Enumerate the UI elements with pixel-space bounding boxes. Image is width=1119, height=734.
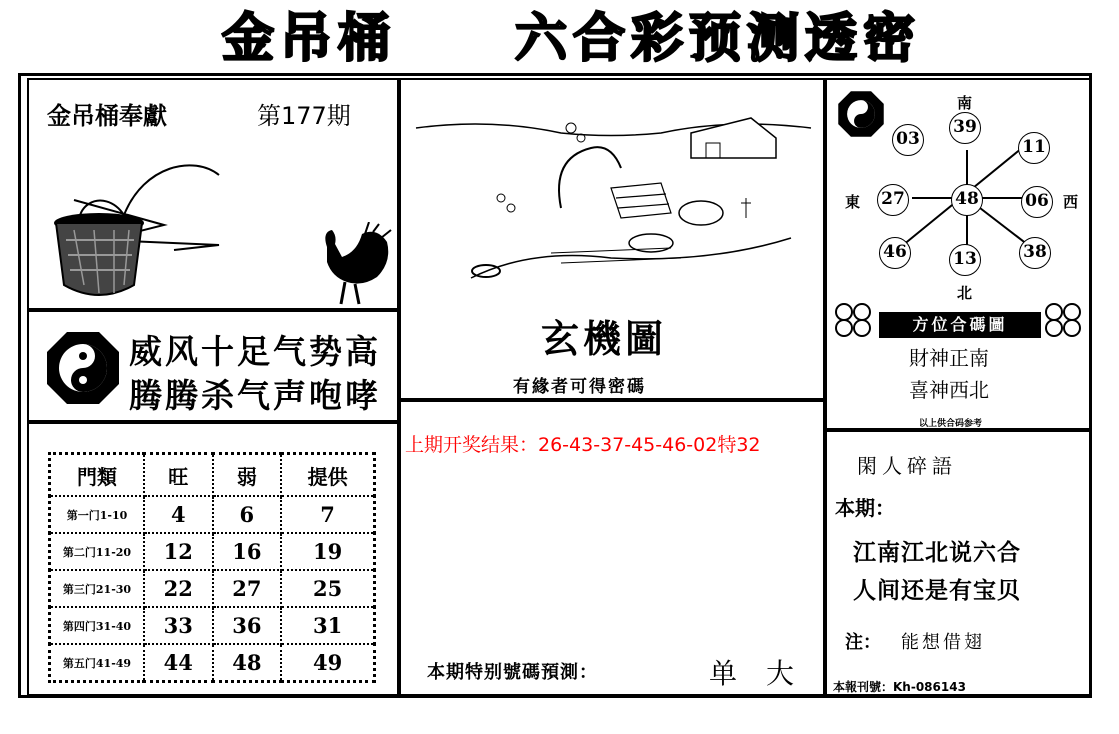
- bagua-icon: [45, 330, 121, 406]
- header-offer: 提供: [281, 454, 374, 497]
- row-label: 第三门21-30: [50, 570, 145, 607]
- compass-center-number: 48: [951, 184, 983, 216]
- compass-east: 東: [845, 193, 861, 211]
- offer-value: 49: [281, 644, 374, 682]
- strong-value: 44: [144, 644, 213, 682]
- special-value-2: 大: [766, 657, 795, 690]
- weak-value: 16: [213, 533, 282, 570]
- issue-label: 第177期: [257, 102, 351, 130]
- title-right: 六合彩预测透密: [515, 9, 922, 69]
- door-table: [48, 452, 376, 683]
- note-label: 注：: [845, 632, 881, 653]
- compass-number: 11: [1018, 132, 1050, 164]
- door-table-header: [50, 454, 375, 497]
- flower-decoration-left: [832, 300, 882, 340]
- strong-value: 22: [144, 570, 213, 607]
- idle-heading: 閑人碎語: [857, 454, 957, 478]
- print-number: 本報刊號：Kh-086143: [833, 680, 966, 694]
- compass-note: 以上供合码参考: [919, 419, 983, 429]
- header-weak: 弱: [213, 454, 282, 497]
- note-text: 能想借翅: [901, 632, 985, 653]
- panel-mystic: [399, 78, 825, 400]
- row-label: 第二门11-20: [50, 533, 145, 570]
- special-label: 本期特别號碼預測：: [427, 662, 598, 683]
- table-row: [50, 570, 375, 607]
- weak-value: 36: [213, 607, 282, 644]
- verse-line-2: 人间还是有宝贝: [853, 578, 1021, 604]
- row-label: 第一门1-10: [50, 496, 145, 533]
- row-label: 第五门41-49: [50, 644, 145, 682]
- offer-value: 19: [281, 533, 374, 570]
- strong-value: 4: [144, 496, 213, 533]
- compass-number: 38: [1019, 237, 1051, 269]
- weak-value: 6: [213, 496, 282, 533]
- title-left: 金吊桶: [222, 9, 397, 69]
- compass-south: 南: [957, 94, 973, 112]
- landscape-illustration: [411, 88, 816, 293]
- compass-north: 北: [957, 284, 973, 302]
- offer-value: 31: [281, 607, 374, 644]
- bucket-illustration: [44, 145, 244, 305]
- mystic-title: 玄機圖: [541, 317, 668, 361]
- row-label: 第四门31-40: [50, 607, 145, 644]
- panel-compass: [825, 78, 1092, 430]
- panel-slogan: [27, 310, 399, 422]
- compass-number: 03: [892, 124, 924, 156]
- last-result: 上期开奖结果：26-43-37-45-46-02特32: [405, 434, 761, 456]
- mystic-caption: 有緣者可得密碼: [513, 377, 646, 397]
- god-of-wealth: 財神正南: [909, 346, 989, 370]
- table-row: [50, 496, 375, 533]
- compass-number: 39: [949, 112, 981, 144]
- god-of-joy: 喜神西北: [909, 378, 989, 402]
- compass-number: 27: [877, 184, 909, 216]
- compass-banner: 方位合碼圖: [879, 312, 1041, 338]
- slogan-line-1: 威风十足气势高: [129, 332, 381, 371]
- weak-value: 48: [213, 644, 282, 682]
- header-strong: 旺: [144, 454, 213, 497]
- weak-value: 27: [213, 570, 282, 607]
- panel-result: [399, 400, 825, 696]
- table-row: [50, 644, 375, 682]
- strong-value: 33: [144, 607, 213, 644]
- table-row: [50, 607, 375, 644]
- flower-decoration-right: [1042, 300, 1092, 340]
- compass-west: 西: [1063, 193, 1079, 211]
- issue-label-right: 本期：: [835, 496, 895, 520]
- offer-value: 25: [281, 570, 374, 607]
- compass-number: 13: [949, 244, 981, 276]
- brand-label: 金吊桶奉獻: [47, 102, 167, 130]
- verse-line-1: 江南江北说六合: [853, 540, 1021, 566]
- compass-number: 06: [1021, 186, 1053, 218]
- compass-number: 46: [879, 237, 911, 269]
- slogan-line-2: 腾腾杀气声咆哮: [129, 376, 381, 415]
- special-value-1: 单: [709, 657, 738, 690]
- table-row: [50, 533, 375, 570]
- header-category: 門類: [50, 454, 145, 497]
- offer-value: 7: [281, 496, 374, 533]
- panel-offer: [27, 78, 399, 310]
- rooster-illustration: [307, 222, 397, 307]
- panel-idle-talk: [825, 430, 1092, 696]
- strong-value: 12: [144, 533, 213, 570]
